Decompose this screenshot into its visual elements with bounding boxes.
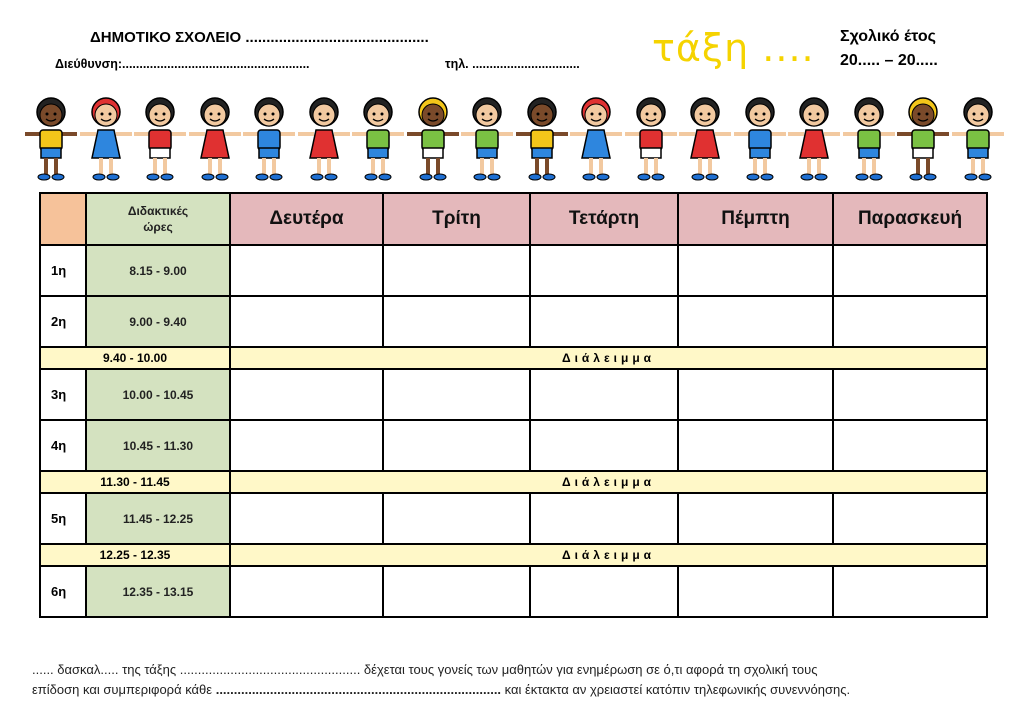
timetable bbox=[39, 192, 988, 618]
day-monday: Δευτέρα bbox=[230, 193, 383, 245]
child-figure-icon bbox=[80, 90, 132, 185]
child-figure-icon bbox=[952, 90, 1004, 185]
child-figure-icon bbox=[843, 90, 895, 185]
hours-header-line2: ώρες bbox=[143, 220, 173, 234]
address-field: Διεύθυνση:...................................................... bbox=[55, 57, 310, 71]
lesson-cell[interactable] bbox=[383, 566, 530, 617]
break-row bbox=[40, 471, 987, 493]
hours-header bbox=[86, 193, 230, 245]
lesson-cell[interactable] bbox=[833, 566, 987, 617]
day-thursday: Πέμπτη bbox=[678, 193, 833, 245]
footer-line-2 bbox=[32, 682, 1002, 697]
period-time: 11.45 - 12.25 bbox=[86, 493, 230, 544]
break-label: Διάλειμμα bbox=[230, 471, 987, 493]
children-holding-hands-icon bbox=[25, 90, 995, 190]
school-year-value: 20..... – 20..... bbox=[840, 52, 938, 69]
hours-header-line1: Διδακτικές bbox=[127, 204, 189, 218]
lesson-cell[interactable] bbox=[833, 245, 987, 296]
lesson-cell[interactable] bbox=[530, 245, 678, 296]
lesson-cell[interactable] bbox=[678, 369, 833, 420]
footer-text: επίδοση και συμπεριφορά κάθε bbox=[32, 682, 216, 697]
lesson-cell[interactable] bbox=[383, 369, 530, 420]
child-figure-icon bbox=[407, 90, 459, 185]
period-number: 2η bbox=[40, 296, 86, 347]
day-friday: Παρασκευή bbox=[833, 193, 987, 245]
child-figure-icon bbox=[461, 90, 513, 185]
day-wednesday: Τετάρτη bbox=[530, 193, 678, 245]
break-label: Διάλειμμα bbox=[230, 544, 987, 566]
lesson-cell[interactable] bbox=[530, 493, 678, 544]
break-row bbox=[40, 347, 987, 369]
break-row bbox=[40, 544, 987, 566]
period-number: 6η bbox=[40, 566, 86, 617]
header-row bbox=[40, 193, 987, 245]
lesson-cell[interactable] bbox=[678, 245, 833, 296]
lesson-cell[interactable] bbox=[230, 493, 383, 544]
lesson-cell[interactable] bbox=[383, 296, 530, 347]
lesson-cell[interactable] bbox=[678, 420, 833, 471]
lesson-cell[interactable] bbox=[678, 566, 833, 617]
child-figure-icon bbox=[352, 90, 404, 185]
lesson-cell[interactable] bbox=[230, 245, 383, 296]
period-row bbox=[40, 245, 987, 296]
break-time: 9.40 - 10.00 bbox=[40, 347, 230, 369]
period-row bbox=[40, 566, 987, 617]
child-figure-icon bbox=[134, 90, 186, 185]
period-number: 4η bbox=[40, 420, 86, 471]
lesson-cell[interactable] bbox=[833, 296, 987, 347]
lesson-cell[interactable] bbox=[833, 493, 987, 544]
corner-cell bbox=[40, 193, 86, 245]
child-figure-icon bbox=[189, 90, 241, 185]
school-year-label: Σχολικό έτος bbox=[840, 28, 936, 45]
lesson-cell[interactable] bbox=[833, 369, 987, 420]
break-time: 11.30 - 11.45 bbox=[40, 471, 230, 493]
break-label: Διάλειμμα bbox=[230, 347, 987, 369]
period-time: 10.45 - 11.30 bbox=[86, 420, 230, 471]
child-figure-icon bbox=[243, 90, 295, 185]
lesson-cell[interactable] bbox=[383, 245, 530, 296]
period-row bbox=[40, 369, 987, 420]
lesson-cell[interactable] bbox=[230, 566, 383, 617]
break-time: 12.25 - 12.35 bbox=[40, 544, 230, 566]
child-figure-icon bbox=[570, 90, 622, 185]
child-figure-icon bbox=[516, 90, 568, 185]
period-number: 3η bbox=[40, 369, 86, 420]
child-figure-icon bbox=[298, 90, 350, 185]
lesson-cell[interactable] bbox=[833, 420, 987, 471]
footer-dots: ............................................................................... bbox=[215, 682, 502, 697]
lesson-cell[interactable] bbox=[678, 296, 833, 347]
child-figure-icon bbox=[734, 90, 786, 185]
period-time: 8.15 - 9.00 bbox=[86, 245, 230, 296]
school-name: ΔΗΜΟΤΙΚΟ ΣΧΟΛΕΙΟ ............................................ bbox=[90, 29, 429, 46]
lesson-cell[interactable] bbox=[530, 420, 678, 471]
child-figure-icon bbox=[25, 90, 77, 185]
period-number: 1η bbox=[40, 245, 86, 296]
child-figure-icon bbox=[625, 90, 677, 185]
lesson-cell[interactable] bbox=[230, 369, 383, 420]
day-tuesday: Τρίτη bbox=[383, 193, 530, 245]
period-time: 10.00 - 10.45 bbox=[86, 369, 230, 420]
lesson-cell[interactable] bbox=[230, 296, 383, 347]
lesson-cell[interactable] bbox=[383, 493, 530, 544]
period-time: 12.35 - 13.15 bbox=[86, 566, 230, 617]
period-number: 5η bbox=[40, 493, 86, 544]
child-figure-icon bbox=[897, 90, 949, 185]
phone-field: τηλ. ............................... bbox=[445, 57, 580, 71]
lesson-cell[interactable] bbox=[530, 369, 678, 420]
period-time: 9.00 - 9.40 bbox=[86, 296, 230, 347]
lesson-cell[interactable] bbox=[230, 420, 383, 471]
period-row bbox=[40, 420, 987, 471]
footer-text: και έκτακτα αν χρειαστεί κατόπιν τηλεφωνικής συνεννόησης. bbox=[501, 682, 851, 697]
child-figure-icon bbox=[788, 90, 840, 185]
lesson-cell[interactable] bbox=[678, 493, 833, 544]
footer-line-1: ...... δασκαλ..... της τάξης .................................................. δέχεται τους γονείς των μαθητών για ενημέρωση σε ό,τι αφορά τη σχολική τους bbox=[32, 662, 818, 677]
lesson-cell[interactable] bbox=[530, 566, 678, 617]
child-figure-icon bbox=[679, 90, 731, 185]
period-row bbox=[40, 296, 987, 347]
lesson-cell[interactable] bbox=[530, 296, 678, 347]
period-row bbox=[40, 493, 987, 544]
lesson-cell[interactable] bbox=[383, 420, 530, 471]
class-title: τάξη .... bbox=[652, 26, 815, 70]
